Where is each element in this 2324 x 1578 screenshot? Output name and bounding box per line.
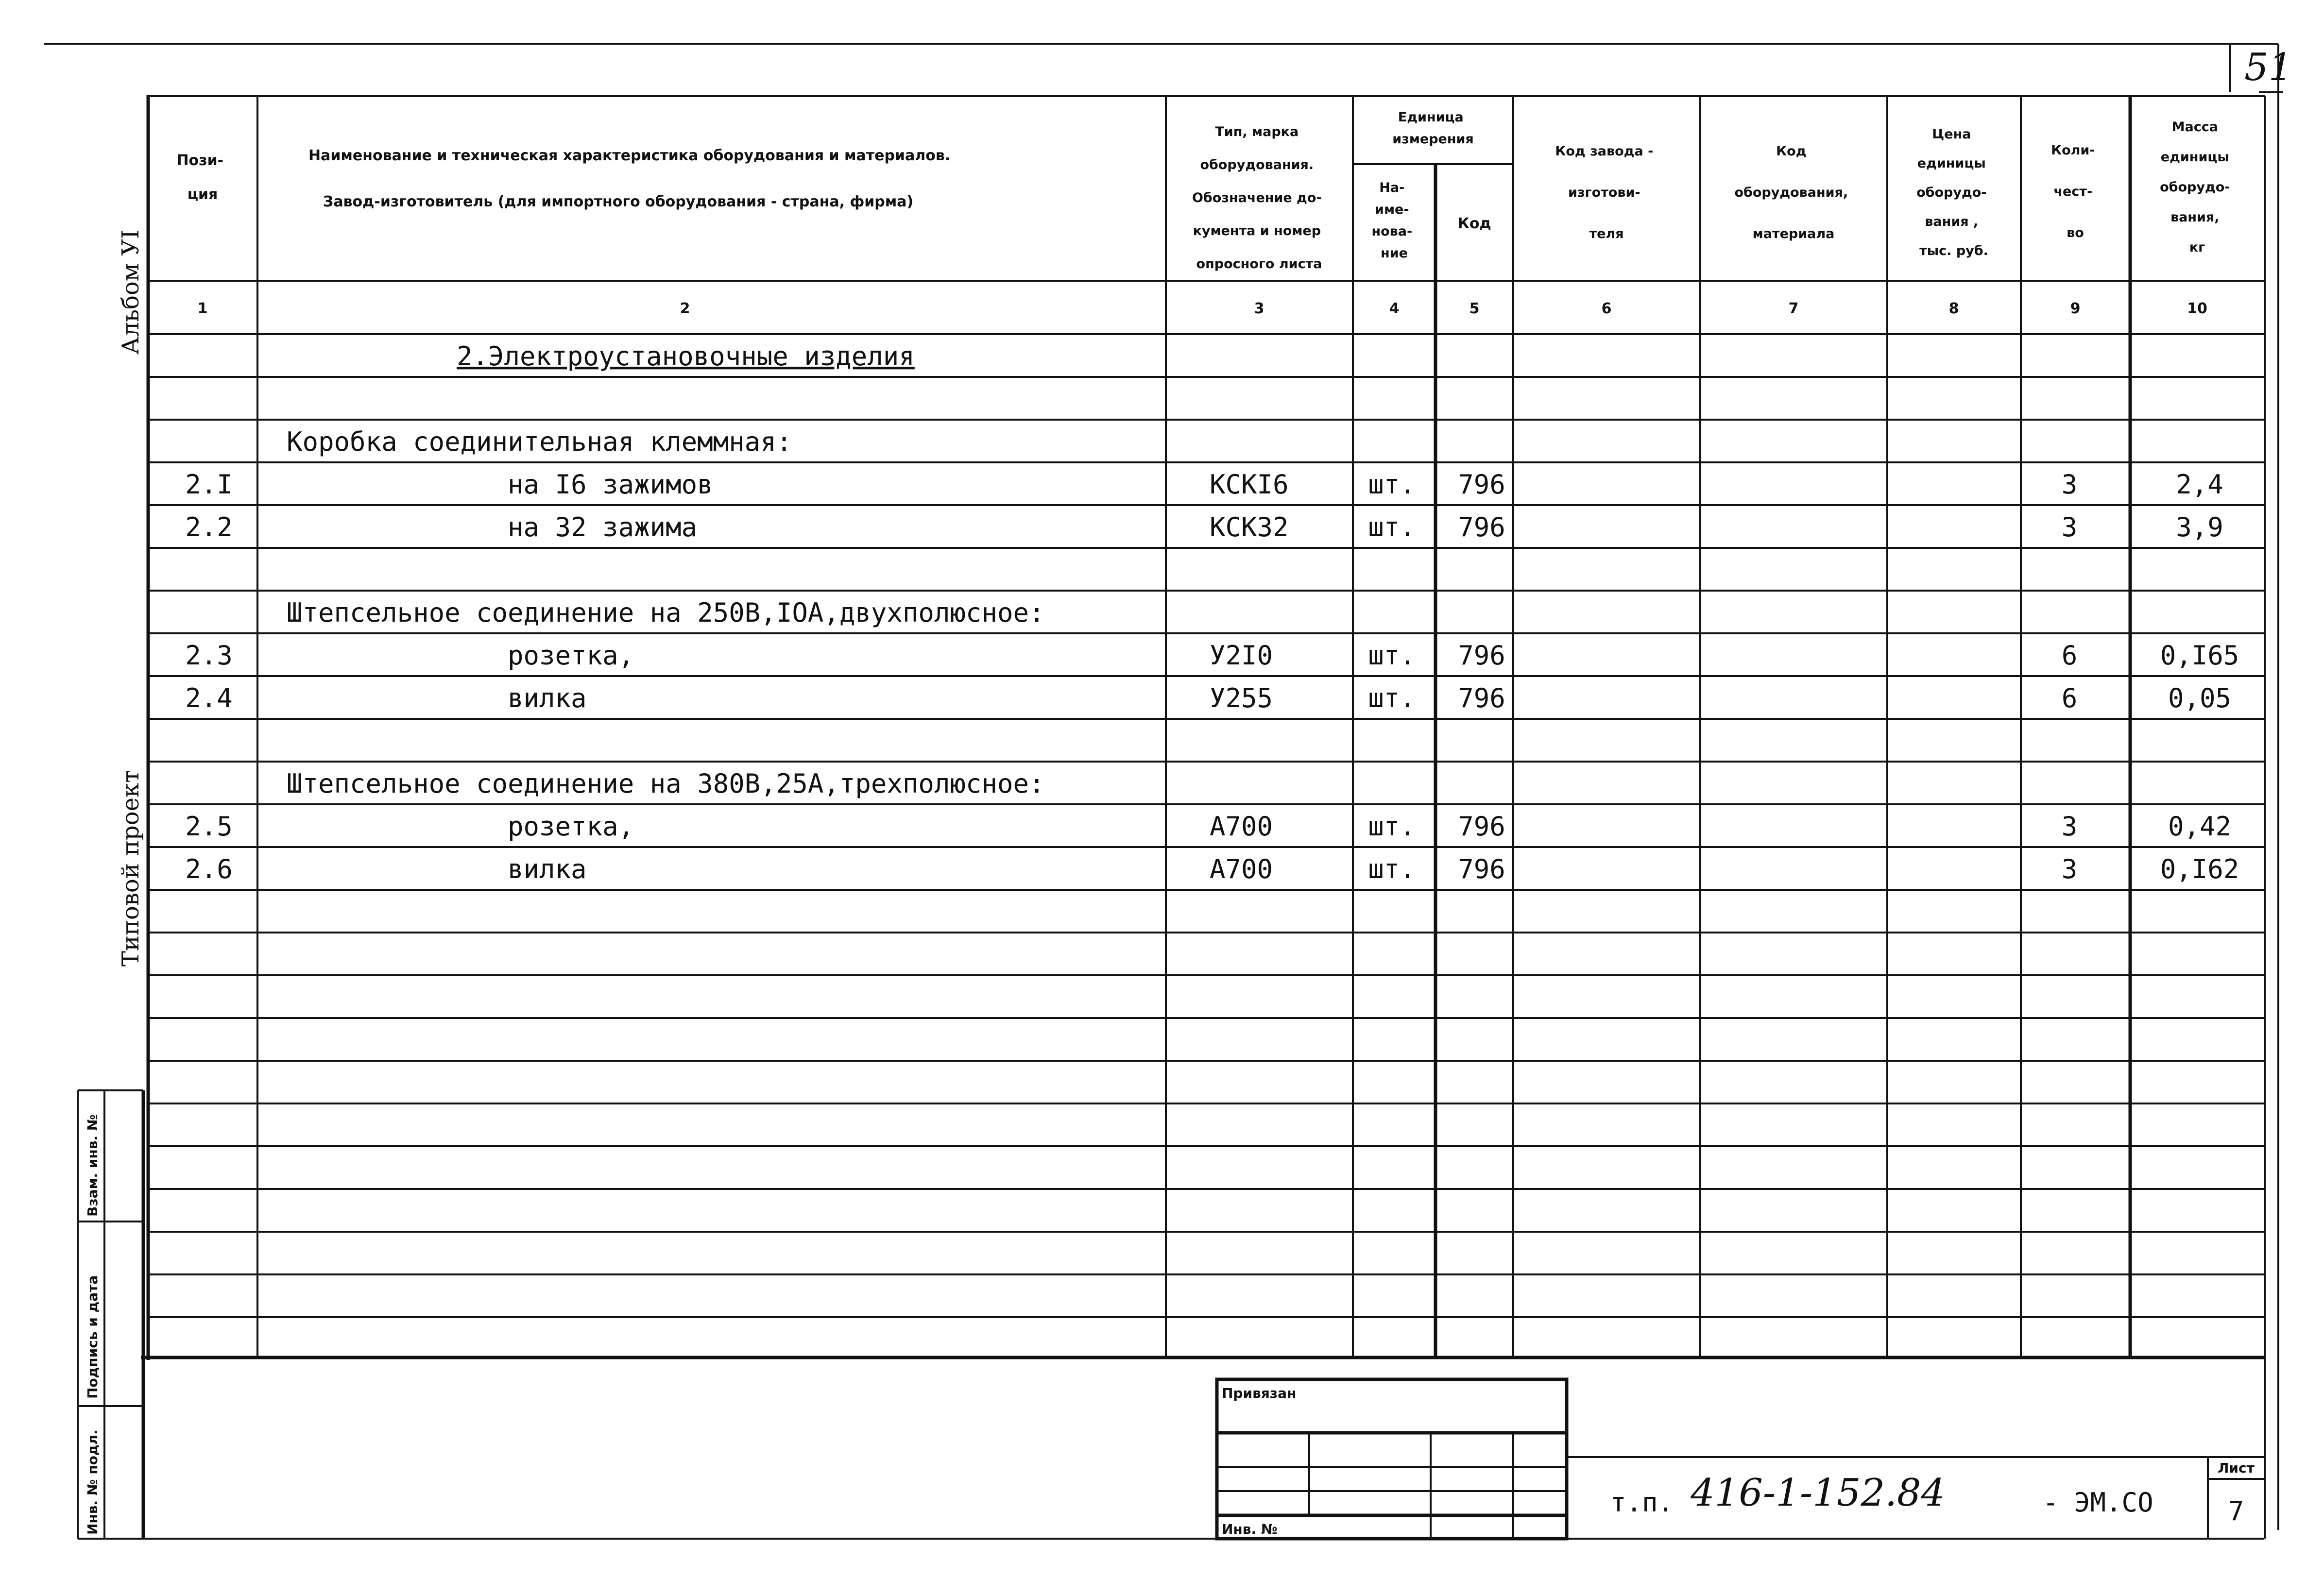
cell-unit: шт. [1368, 854, 1416, 884]
cell-unit: шт. [1368, 811, 1416, 842]
cell-mass: 0,05 [2168, 683, 2232, 713]
section-title: 2.Электроустановочные изделия [457, 341, 915, 372]
cell-unit: шт. [1368, 683, 1416, 713]
cell-position: 2.4 [185, 683, 233, 713]
document-number: 416-1-152.84 [1691, 1471, 1946, 1515]
cell-type: КСК32 [1210, 512, 1289, 543]
cell-position: 2.3 [185, 640, 233, 671]
cell-type: А700 [1210, 811, 1273, 842]
cell-code: 796 [1458, 854, 1505, 884]
table-header [176, 110, 2234, 271]
cell-type: У2I0 [1210, 640, 1273, 671]
table-row [185, 683, 2231, 713]
cell-quantity: 3 [2061, 854, 2078, 884]
col-number: 1 [197, 300, 208, 317]
cell-mass: 0,I62 [2160, 854, 2239, 884]
header-mass: Масса единицы оборудо- вания, кг [2160, 119, 2230, 255]
cell-position: 2.5 [185, 811, 233, 842]
cell-name: на I6 зажимов [508, 469, 713, 500]
header-name: Наименование и техническая характеристика оборудования и материалов. Завод-изготовитель (для импортного оборудования - страна, фирма) [308, 147, 951, 210]
cell-unit: шт. [1368, 640, 1416, 671]
spec-table-body [185, 341, 2239, 884]
header-factory-code: Код завода - изготови- теля [1555, 144, 1654, 241]
cell-mass: 3,9 [2176, 512, 2223, 543]
cell-code: 796 [1458, 512, 1505, 543]
cell-position: 2.6 [185, 854, 233, 884]
side-labels [117, 230, 144, 967]
table-row [185, 469, 2223, 500]
table-row [185, 854, 2239, 884]
cell-type: А700 [1210, 854, 1273, 884]
header-unit-group: Единица измерения [1392, 110, 1474, 147]
cell-code: 796 [1458, 683, 1505, 713]
col-number: 3 [1254, 300, 1265, 317]
cell-unit: шт. [1368, 469, 1416, 500]
cell-position: 2.I [185, 469, 233, 500]
cell-position: 2.2 [185, 512, 233, 543]
col-number: 4 [1389, 300, 1400, 317]
title-block [1217, 1379, 2265, 1539]
column-number-row [198, 300, 2207, 317]
cell-code: 796 [1458, 811, 1505, 842]
album-label: Альбом УI [117, 229, 144, 355]
cell-type: КСКI6 [1210, 469, 1289, 500]
left-stamp [78, 1090, 143, 1539]
cell-quantity: 3 [2061, 811, 2078, 842]
sheet-number: 7 [2228, 1496, 2244, 1527]
stamp-inv-vzam: Взам. инв. № [85, 1114, 101, 1217]
inv-no-label: Инв. № [1222, 1521, 1278, 1537]
project-label: Типовой проект [117, 770, 144, 967]
cell-name: розетка, [508, 640, 634, 671]
cell-code: 796 [1458, 469, 1505, 500]
header-unit-name: На- име- нова- ние [1371, 180, 1413, 261]
spec-table-grid [141, 95, 2265, 1539]
stamp-inv-podl: Инв. № подл. [85, 1429, 101, 1535]
cell-mass: 2,4 [2176, 469, 2223, 500]
cell-name: вилка [508, 854, 587, 884]
page-number: 51 [2244, 46, 2293, 89]
cell-unit: шт. [1368, 512, 1416, 543]
col-number: 8 [1948, 300, 1959, 317]
col-number: 2 [680, 300, 690, 317]
group-title: Штепсельное соединение на 250В,IOA,двухполюсное: [287, 597, 1045, 628]
privyazan-label: Привязан [1222, 1385, 1297, 1401]
cell-quantity: 6 [2061, 683, 2078, 713]
col-number: 7 [1788, 300, 1799, 317]
header-type: Тип, марка оборудования. Обозначение до- кумента и номер опросного листа [1192, 124, 1322, 271]
col-number: 5 [1469, 300, 1480, 317]
col-number: 10 [2187, 300, 2207, 317]
cell-mass: 0,I65 [2160, 640, 2239, 671]
header-equipment-code: Код оборудования, материала [1734, 144, 1848, 241]
table-row [185, 512, 2223, 543]
cell-quantity: 6 [2061, 640, 2078, 671]
header-position: Пози- ция [176, 152, 224, 203]
table-row [185, 640, 2239, 671]
header-price: Цена единицы оборудо- вания , тыс. руб. [1916, 127, 1988, 258]
col-number: 9 [2070, 300, 2081, 317]
header-unit-code: Код [1457, 215, 1491, 232]
cell-name: на 32 зажима [508, 512, 698, 543]
sheet-label: Лист [2218, 1460, 2255, 1476]
header-quantity: Коли- чест- во [2051, 143, 2095, 240]
tp-prefix: т.п. [1610, 1487, 1674, 1518]
table-row [185, 811, 2231, 842]
cell-mass: 0,42 [2168, 811, 2232, 842]
document-suffix: - ЭМ.СО [2043, 1487, 2153, 1518]
cell-quantity: 3 [2061, 469, 2078, 500]
col-number: 6 [1601, 300, 1612, 317]
cell-name: вилка [508, 683, 587, 713]
stamp-sign-date: Подпись и дата [85, 1275, 101, 1399]
cell-code: 796 [1458, 640, 1505, 671]
cell-name: розетка, [508, 811, 634, 842]
cell-quantity: 3 [2061, 512, 2078, 543]
group-title: Коробка соединительная клеммная: [287, 426, 792, 457]
group-title: Штепсельное соединение на 380В,25А,трехполюсное: [287, 768, 1045, 799]
cell-type: У255 [1210, 683, 1273, 713]
